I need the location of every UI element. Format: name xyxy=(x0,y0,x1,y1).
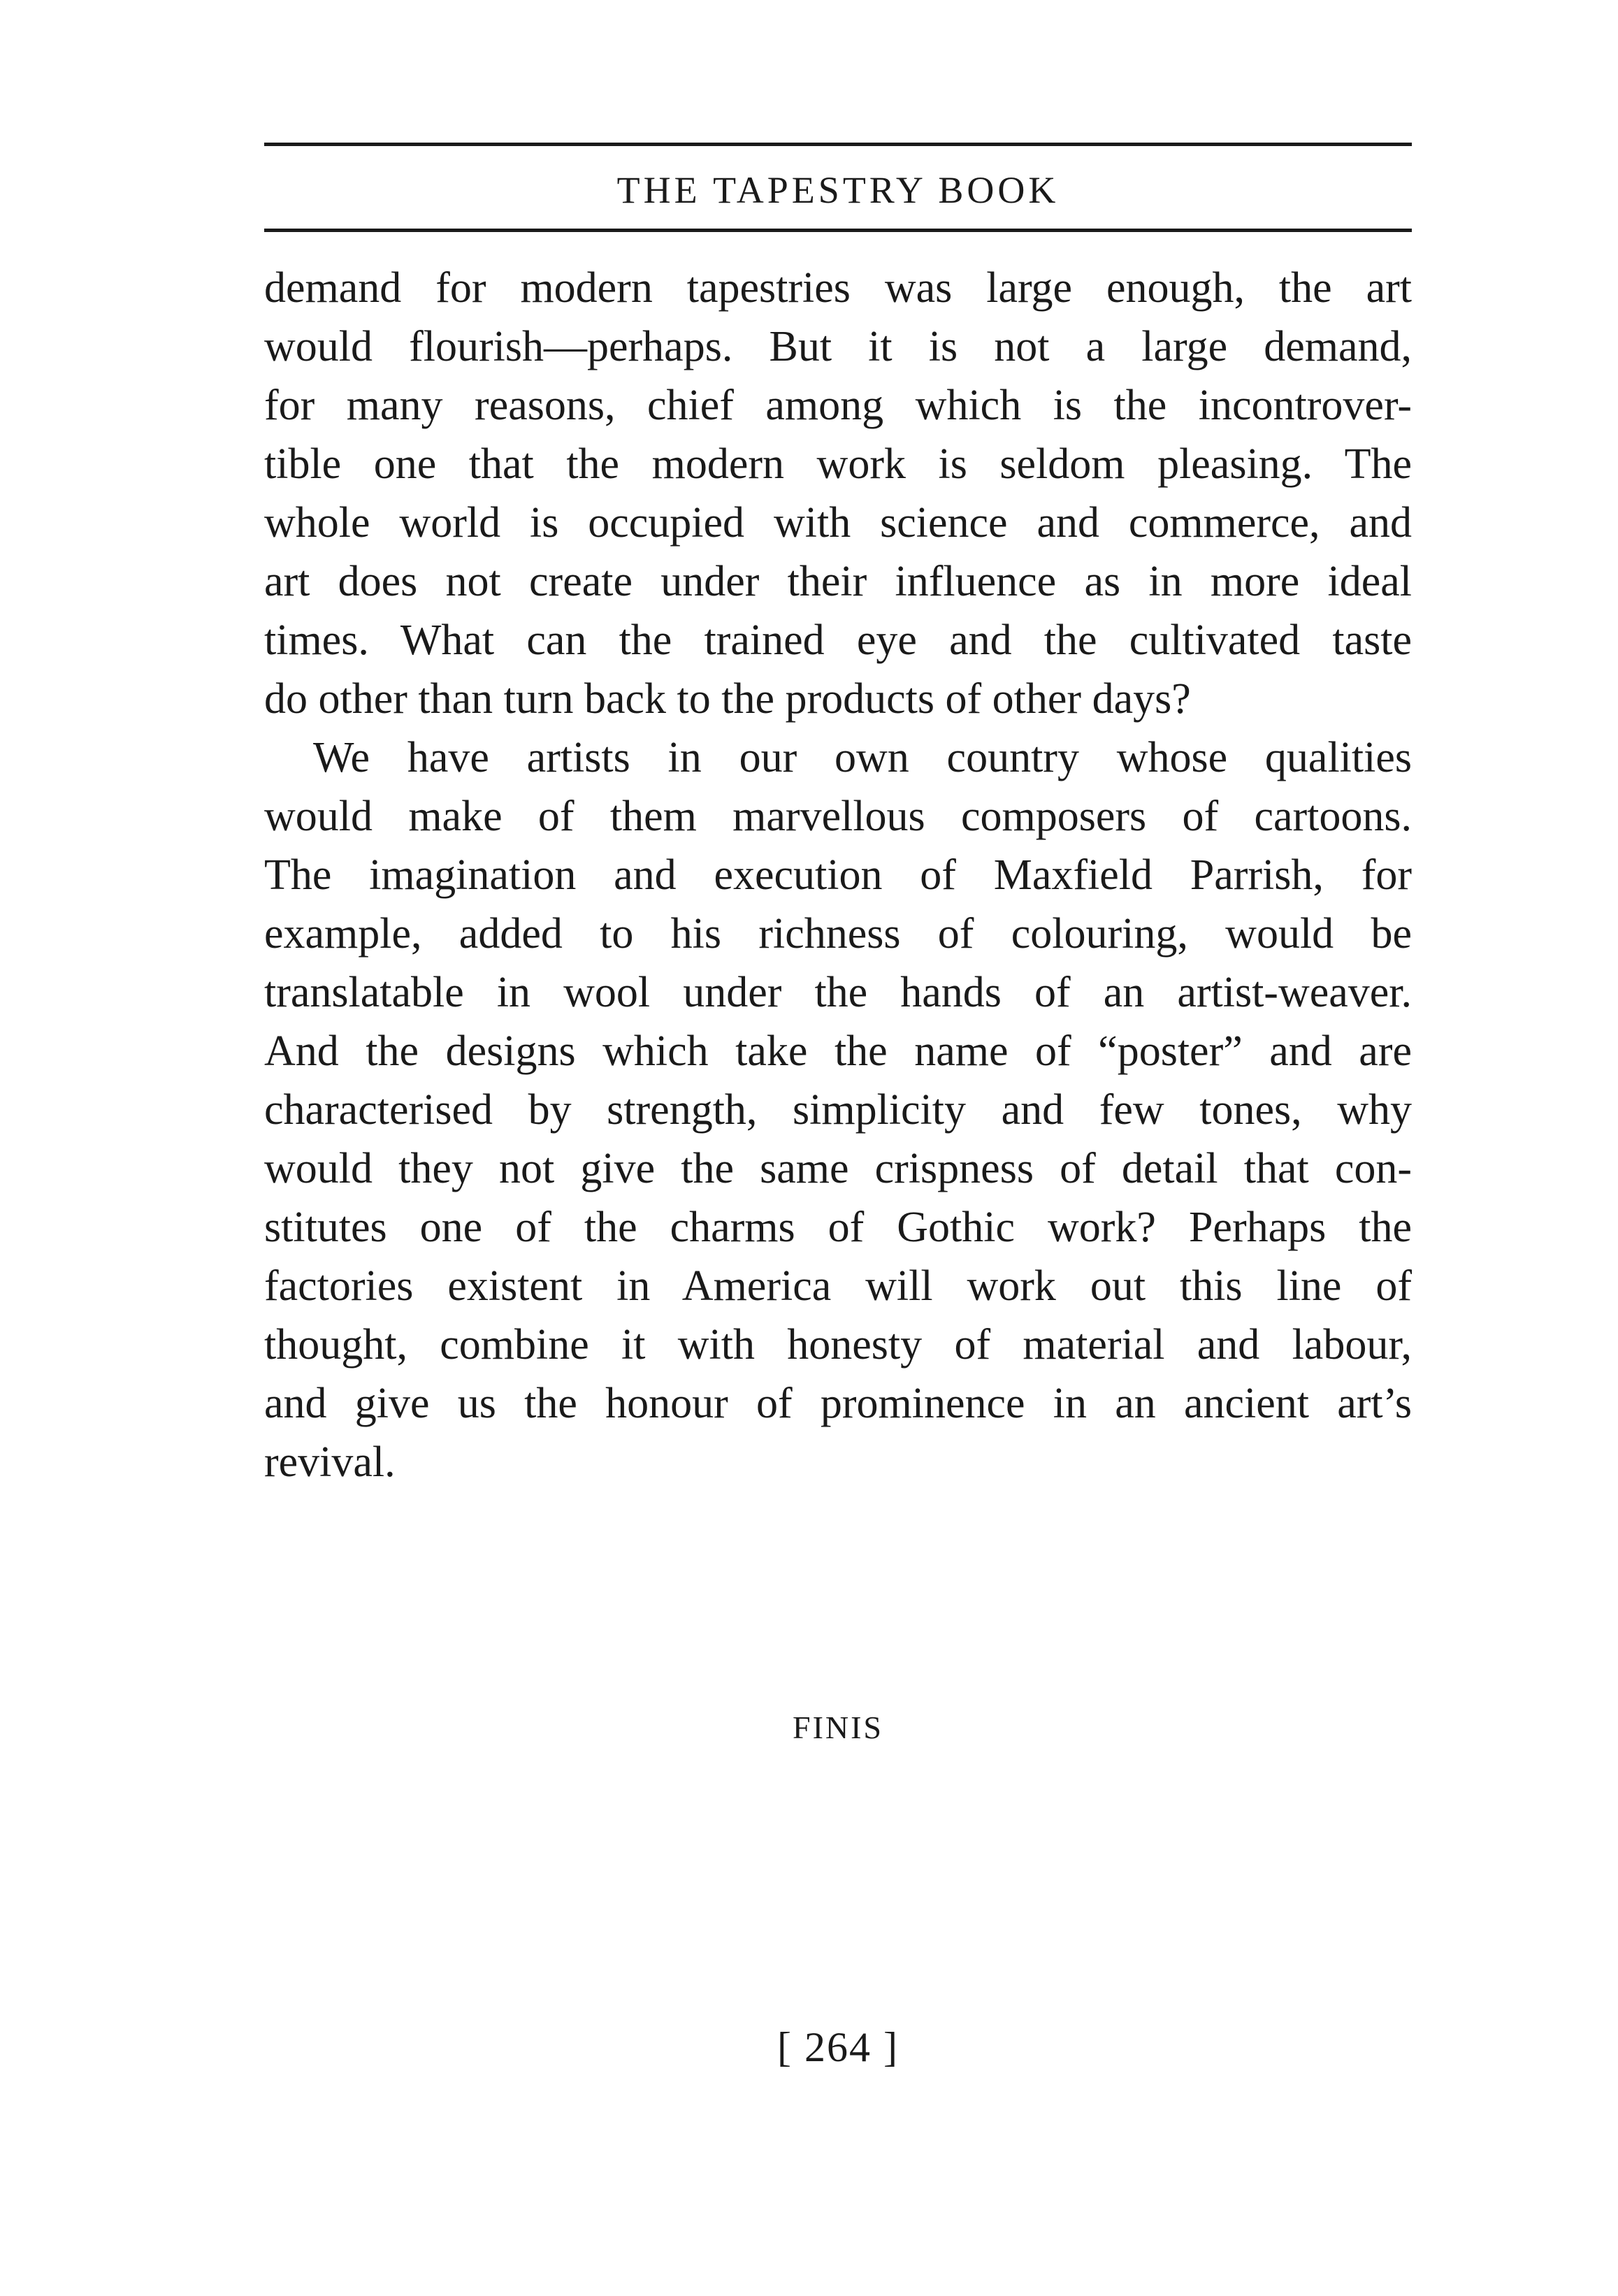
text-line: example, added to his richness of colouring, would be xyxy=(264,910,1412,958)
text-line: thought, combine it with honesty of material and labour, xyxy=(264,1321,1412,1369)
text-line: would flourish—perhaps. But it is not a large demand, xyxy=(264,323,1412,370)
text-line: characterised by strength, simplicity and few tones, why xyxy=(264,1086,1412,1134)
header-rule-bottom xyxy=(264,229,1412,232)
page-number: [ 264 ] xyxy=(777,2024,899,2070)
text-line: do other than turn back to the products of other days? xyxy=(264,675,1191,723)
paragraph-1 xyxy=(264,259,1412,728)
finis-label: FINIS xyxy=(792,1710,884,1745)
text-line: revival. xyxy=(264,1438,396,1486)
text-line: demand for modern tapestries was large enough, the art xyxy=(264,264,1412,312)
text-line: We have artists in our own country whose qualities xyxy=(313,734,1412,781)
text-line: for many reasons, chief among which is the incontrover- xyxy=(264,382,1412,429)
text-line: tible one that the modern work is seldom pleasing. The xyxy=(264,440,1412,488)
text-line: and give us the honour of prominence in an ancient art’s xyxy=(264,1380,1412,1427)
text-line: art does not create under their influence as in more ideal xyxy=(264,558,1412,605)
text-line: would make of them marvellous composers of cartoons. xyxy=(264,793,1412,840)
text-line: And the designs which take the name of “poster” and are xyxy=(264,1027,1412,1075)
text-line: translatable in wool under the hands of an artist-weaver. xyxy=(264,969,1412,1016)
header-rule-top xyxy=(264,143,1412,146)
running-head: THE TAPESTRY BOOK xyxy=(616,169,1060,211)
text-line: would they not give the same crispness of detail that con- xyxy=(264,1145,1412,1192)
text-line: stitutes one of the charms of Gothic work? Perhaps the xyxy=(264,1204,1412,1251)
text-line: whole world is occupied with science and commerce, and xyxy=(264,499,1412,547)
text-line: The imagination and execution of Maxfield Parrish, for xyxy=(264,851,1412,899)
paragraph-2 xyxy=(264,728,1412,1492)
text-line: times. What can the trained eye and the cultivated taste xyxy=(264,616,1412,664)
text-line: factories existent in America will work out this line of xyxy=(264,1262,1412,1310)
body-text xyxy=(264,259,1412,1492)
